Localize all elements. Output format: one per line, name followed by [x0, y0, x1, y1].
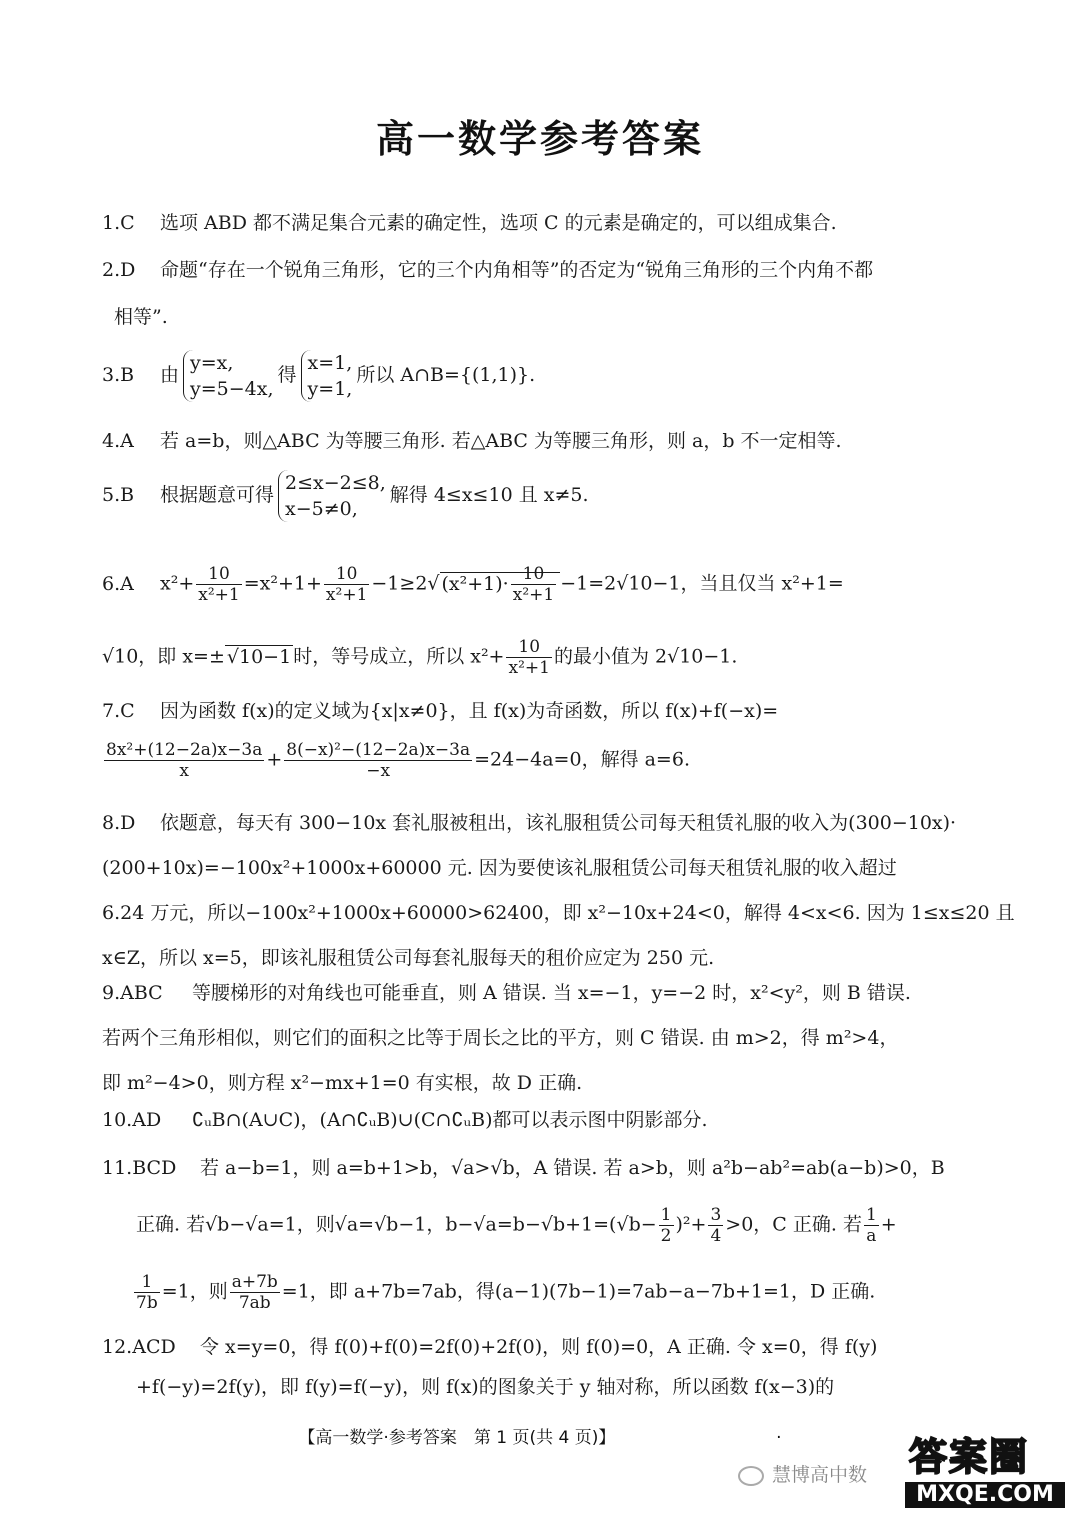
answer-item-1 [102, 212, 837, 234]
radicand: (x²+1)· $\frac{10}{\text{x²+1}}$ [440, 572, 561, 595]
math-text: 若 a−b=1，则 a=b+1>b，√a>√b，A 错误. 若 a>b，则 a²b−ab²=ab(a−b)>0，B [200, 1157, 945, 1179]
math-text: 的最小值为 2√10−1. [553, 645, 738, 668]
answer-text: 6.24 万元，所以−100x²+1000x+60000>62400，即 x²−10x+24<0，解得 4<x<6. 因为 1≤x≤20 且 [102, 902, 1015, 924]
wechat-icon [738, 1466, 764, 1486]
answer-text: 相等”. [114, 306, 168, 328]
fraction: $\frac{1}{7b}$ [136, 1272, 158, 1313]
fraction: $\frac{1}{2}$ [660, 1205, 672, 1246]
wechat-account: 慧博高中数 [772, 1464, 868, 1486]
math-text: √10，即 x=± [102, 645, 225, 668]
fraction: $\frac{3}{4}$ [710, 1205, 722, 1246]
answer-text: 得 [277, 364, 297, 386]
math-text: =1，则 [161, 1280, 228, 1303]
math-text: −1=2√10−1，当且仅当 x²+1= [560, 572, 844, 595]
answer-label: 11.BCD [102, 1157, 177, 1179]
fraction: $\frac{10}{\text{x²+1}}$ [508, 637, 550, 678]
fraction: $\frac{\text{8x²+(12−2a)x−3a}}{x}$ [106, 740, 263, 781]
fraction: $\frac{1}{a}$ [865, 1205, 877, 1246]
answer-text: 令 x=y=0，得 f(0)+f(0)=2f(0)+2f(0)，则 f(0)=0，A 正确. 令 x=0，得 f(y) [200, 1336, 878, 1358]
fraction: $\frac{10}{\text{x²+1}}$ [512, 564, 555, 605]
answer-label: 4.A [102, 430, 134, 452]
wechat-source [738, 1460, 867, 1487]
answer-item-7 [102, 700, 778, 781]
equation: y=5−4x, [190, 378, 274, 400]
radicand: √10−1 [226, 645, 292, 668]
answer-label: 8.D [102, 812, 136, 834]
answer-text: 所以 A∩B={(1,1)}. [356, 364, 536, 386]
answer-item-9 [102, 982, 911, 1094]
footer-dot: · [776, 1428, 782, 1448]
equation-system [183, 350, 274, 402]
answer-label: 2.D [102, 259, 136, 281]
answer-text: 若 a=b，则△ABC 为等腰三角形. 若△ABC 为等腰三角形，则 a，b 不一定相等. [160, 430, 842, 452]
math-text: =24−4a=0，解得 a=6. [474, 748, 690, 771]
math-text: −1≥2√ [371, 572, 440, 595]
answer-label: 12.ACD [102, 1336, 176, 1358]
answer-item-10 [102, 1109, 708, 1131]
answer-text: 解得 4≤x≤10 且 x≠5. [389, 484, 589, 506]
watermark-bottom: MXQE.COM [905, 1482, 1065, 1508]
watermark-top: 答案圈 [909, 1435, 1030, 1479]
answer-label: 1.C [102, 212, 135, 234]
answer-item-6 [102, 564, 844, 678]
answer-item-3 [102, 350, 535, 402]
math-text: =x²+1+ [243, 572, 322, 595]
page-title: 高一数学参考答案 [375, 117, 704, 161]
answer-text: 根据题意可得 [160, 484, 275, 506]
equation: x=1, [307, 352, 353, 374]
answer-label: 9.ABC [102, 982, 163, 1004]
answer-item-11 [102, 1157, 945, 1313]
fraction: $\frac{10}{\text{x²+1}}$ [325, 564, 368, 605]
math-text: =1，即 a+7b=7ab，得(a−1)(7b−1)=7ab−a−7b+1=1，D 正确. [281, 1280, 876, 1303]
answer-item-5 [102, 470, 589, 522]
footer-text: 【高一数学·参考答案 第 1 页(共 4 页)】 [298, 1428, 616, 1448]
answer-text: 等腰梯形的对角线也可能垂直，则 A 错误. 当 x=−1，y=−2 时，x²<y²，则 B 错误. [192, 982, 911, 1004]
answer-item-12 [102, 1336, 877, 1398]
answer-text: ∁ᵤB∩(A∪C)，(A∩∁ᵤB)∪(C∩∁ᵤB)都可以表示图中阴影部分. [192, 1109, 708, 1131]
answer-label: 6.A [102, 572, 134, 595]
math-text: 因为函数 f(x)的定义域为{x|x≠0}，且 f(x)为奇函数，所以 f(x)+f(−x)= [160, 700, 779, 722]
answer-text: 由 [160, 364, 180, 386]
watermark-logo [905, 1420, 1065, 1510]
equation-system [301, 350, 353, 402]
answer-label: 7.C [102, 700, 135, 722]
math-text: 时，等号成立，所以 x²+ [293, 645, 505, 668]
answer-text: 选项 ABD 都不满足集合元素的确定性，选项 C 的元素是确定的，可以组成集合. [160, 212, 837, 234]
equation: y=1, [307, 378, 353, 400]
answer-item-8 [102, 812, 1015, 969]
answer-text: 命题“存在一个锐角三角形，它的三个内角相等”的否定为“锐角三角形的三个内角不都 [160, 259, 874, 281]
answer-text: (200+10x)=−100x²+1000x+60000 元. 因为要使该礼服租赁公司每天租赁礼服的收入超过 [102, 857, 897, 879]
answer-label: 3.B [102, 364, 135, 386]
answer-text: 即 m²−4>0，则方程 x²−mx+1=0 有实根，故 D 正确. [102, 1072, 583, 1094]
answer-item-2 [102, 259, 873, 328]
equation: x−5≠0, [285, 498, 358, 520]
answer-label: 10.AD [102, 1109, 162, 1131]
answer-item-4 [102, 430, 842, 452]
answer-text: x∈Z，所以 x=5，即该礼服租赁公司每套礼服每天的租价应定为 250 元. [102, 947, 715, 969]
math-text: + [266, 748, 283, 771]
fraction: $\frac{\text{8(−x)²−(12−2a)x−3a}}{-x}$ [286, 740, 471, 781]
math-text: + [880, 1213, 897, 1236]
answer-label: 5.B [102, 484, 135, 506]
math-text: x²+ [160, 572, 195, 595]
equation-system [278, 470, 386, 522]
equation: 2≤x−2≤8, [285, 472, 386, 494]
math-text: 正确. 若√b−√a=1，则√a=√b−1，b−√a=b−√b+1=(√b− [136, 1213, 657, 1236]
fraction: $\frac{10}{\text{x²+1}}$ [198, 564, 240, 605]
fraction: $\frac{a+7b}{7ab}$ [231, 1272, 278, 1313]
equation: y=x, [190, 352, 234, 374]
math-text: )²+ [675, 1213, 707, 1236]
answer-text: 依题意，每天有 300−10x 套礼服被租出，该礼服租赁公司每天租赁礼服的收入为(300−10x)· [160, 812, 957, 834]
answer-text: +f(−y)=2f(y)，即 f(y)=f(−y)，则 f(x)的图象关于 y 轴对称，所以函数 f(x−3)的 [136, 1376, 835, 1398]
answer-text: 若两个三角形相似，则它们的面积之比等于周长之比的平方，则 C 错误. 由 m>2，得 m²>4， [102, 1027, 899, 1049]
math-text: >0，C 正确. 若 [725, 1213, 862, 1236]
